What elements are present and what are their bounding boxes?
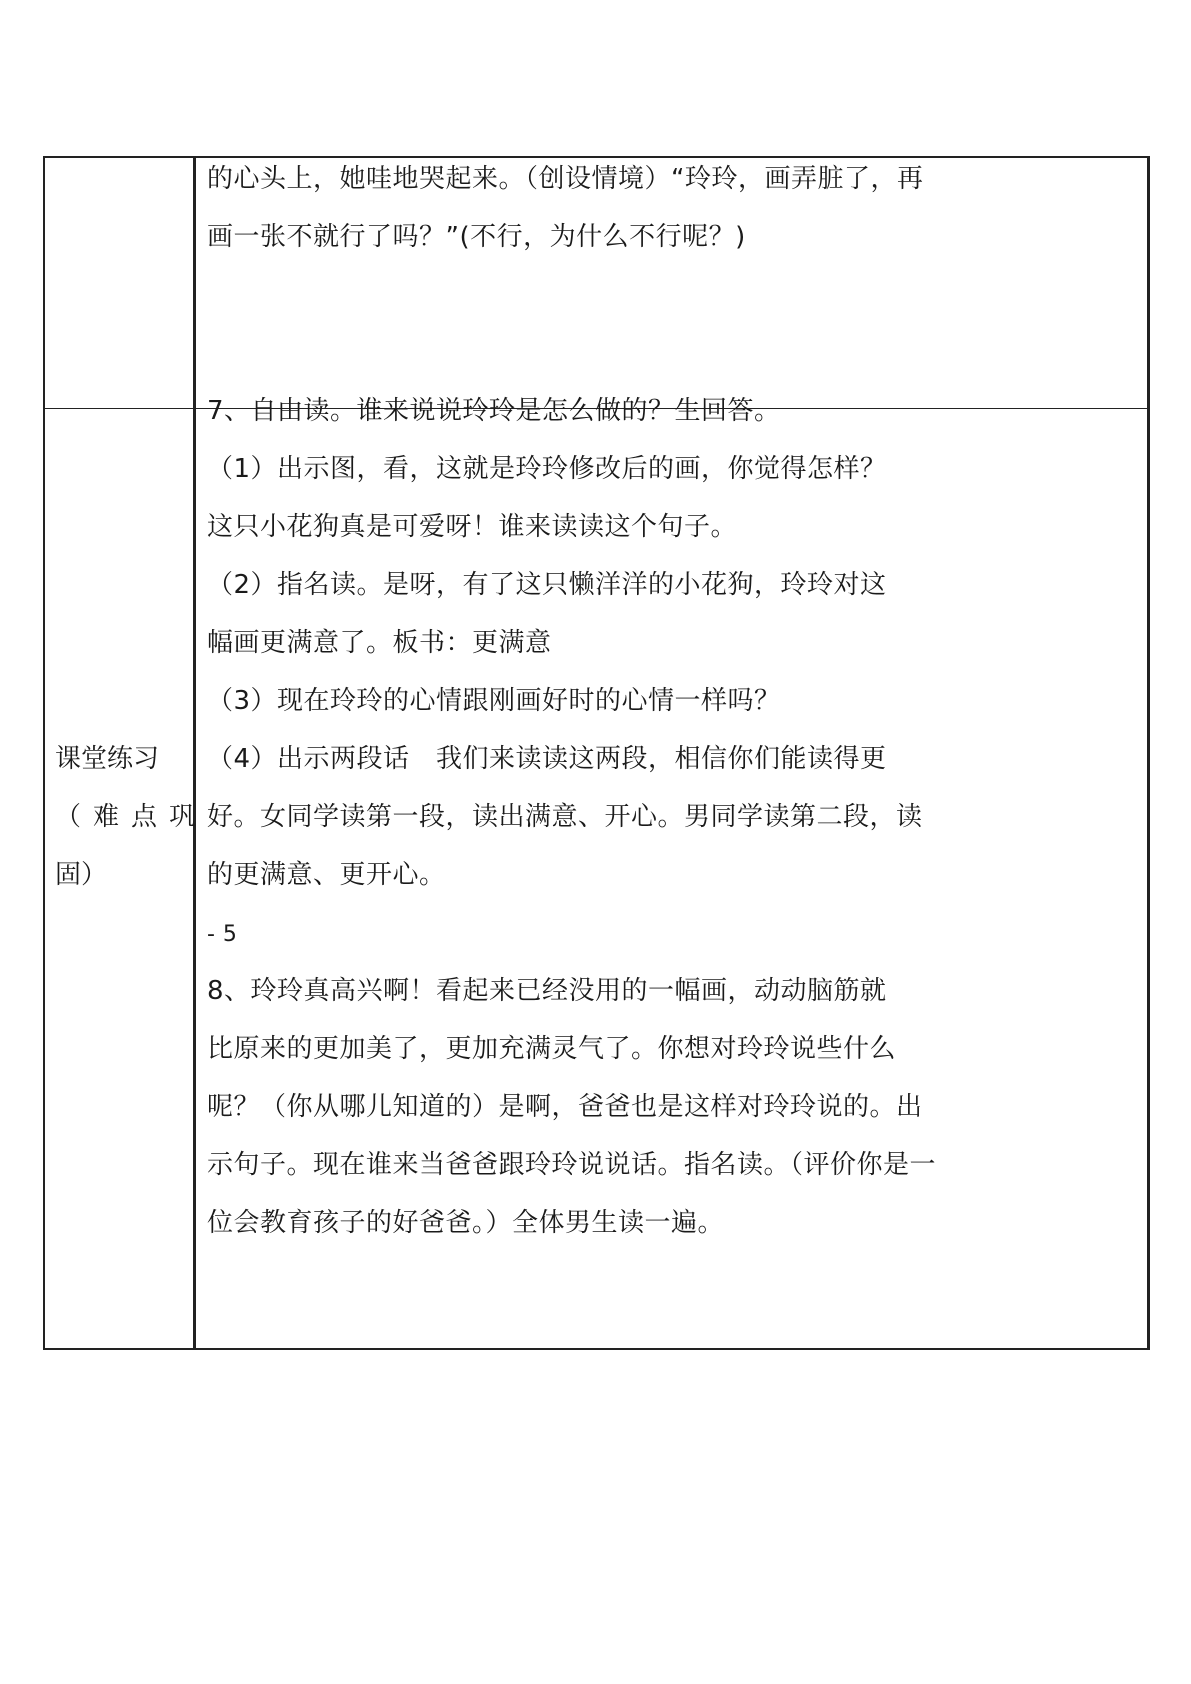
row2-line-12: 呢？（你从哪儿知道的）是啊，爸爸也是这样对玲玲说的。出 (207, 1092, 923, 1122)
row2-line-3: 这只小花狗真是可爱呀！谁来读读这个句子。 (207, 512, 738, 542)
row2-line-7: （4）出示两段话 我们来读读这两段，相信你们能读得更 (207, 744, 887, 774)
row2-line-2: （1）出示图，看，这就是玲玲修改后的画，你觉得怎样？ (207, 454, 887, 484)
row2-line-11: 比原来的更加美了，更加充满灵气了。你想对玲玲说些什么 (207, 1034, 897, 1064)
row2-label-line-1: 课堂练习 (55, 744, 160, 774)
row2-line-9: 的更满意、更开心。 (207, 860, 446, 890)
row2-label-line-2: （难点巩 (55, 802, 208, 832)
page-number: - 5 (207, 922, 238, 947)
row2-line-5: 幅画更满意了。板书：更满意 (207, 628, 552, 658)
column-divider (193, 158, 196, 1348)
row2-line-4: （2）指名读。是呀，有了这只懒洋洋的小花狗，玲玲对这 (207, 570, 887, 600)
row1-line-1: 的心头上，她哇地哭起来。（创设情境）“玲玲，画弄脏了，再 (207, 164, 924, 194)
row2-line-8: 好。女同学读第一段，读出满意、开心。男同学读第二段，读 (207, 802, 923, 832)
row2-line-6: （3）现在玲玲的心情跟刚画好时的心情一样吗？ (207, 686, 781, 716)
row2-line-14: 位会教育孩子的好爸爸。）全体男生读一遍。 (207, 1208, 725, 1238)
lesson-table (43, 156, 1150, 1350)
row2-line-1: 7、自由读。谁来说说玲玲是怎么做的？生回答。 (207, 396, 781, 426)
row2-label-line-3: 固） (55, 860, 108, 890)
row2-line-13: 示句子。现在谁来当爸爸跟玲玲说说话。指名读。（评价你是一 (207, 1150, 937, 1180)
row1-line-2: 画一张不就行了吗？”(不行，为什么不行呢？) (207, 222, 746, 252)
row2-line-10: 8、玲玲真高兴啊！看起来已经没用的一幅画，动动脑筋就 (207, 976, 887, 1006)
